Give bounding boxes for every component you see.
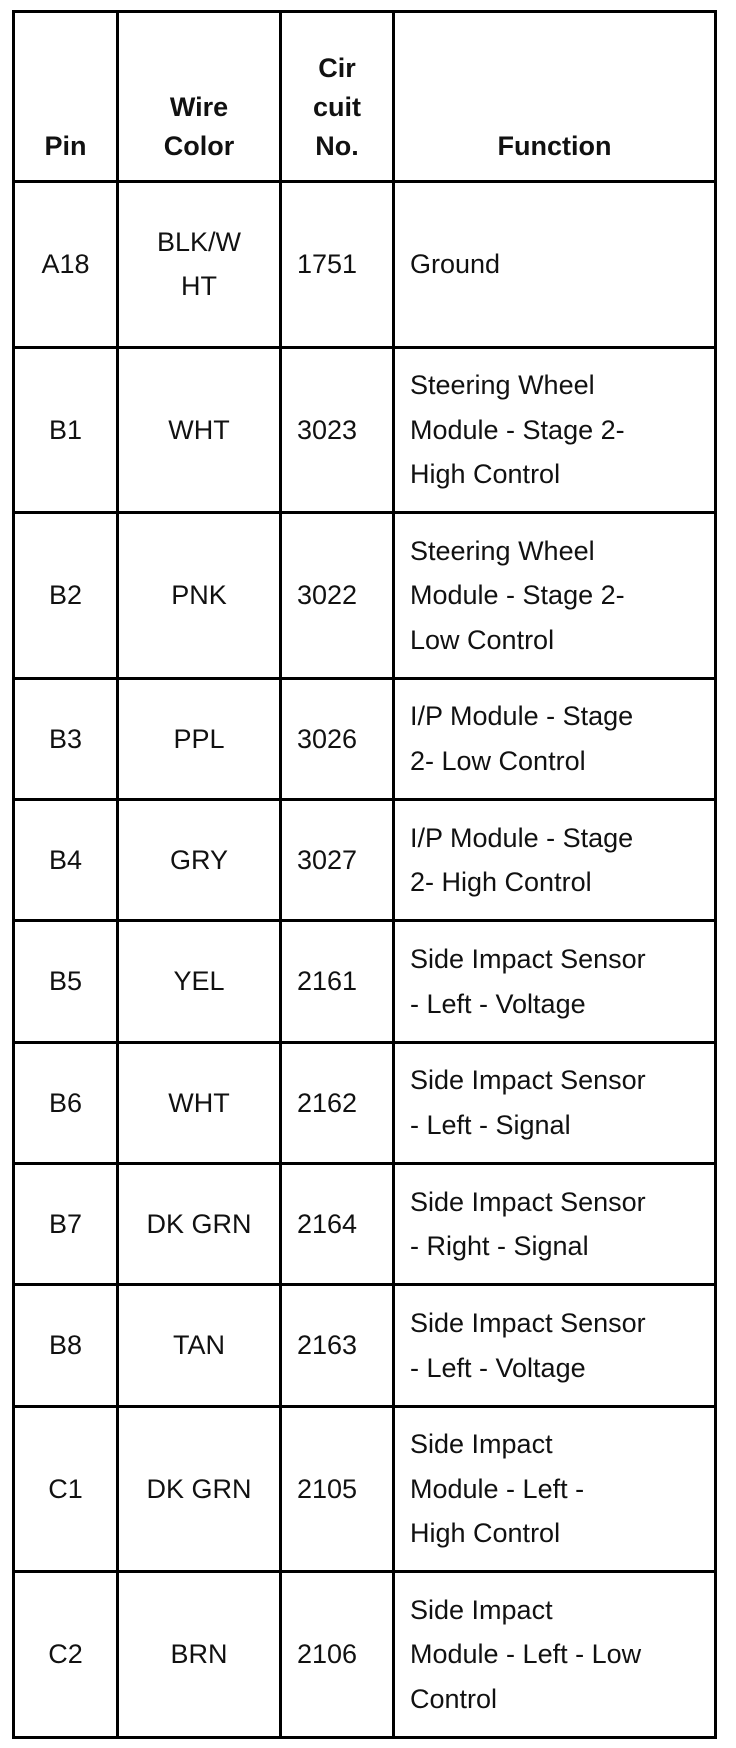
function-cell: Steering Wheel Module - Stage 2- Low Control <box>394 513 716 679</box>
wire-color-cell: PNK <box>118 513 281 679</box>
table-row <box>14 1042 716 1163</box>
function-cell: Side Impact Sensor - Left - Signal <box>394 1042 716 1163</box>
wire-color-cell: DK GRN <box>118 1164 281 1285</box>
wire-color-cell: GRY <box>118 800 281 921</box>
function-cell: Side Impact Sensor - Left - Voltage <box>394 921 716 1042</box>
circuit-number-cell: 3023 <box>281 347 394 513</box>
circuit-number-cell: 2164 <box>281 1164 394 1285</box>
function-cell: Ground <box>394 182 716 348</box>
circuit-number-cell: 2162 <box>281 1042 394 1163</box>
table-row <box>14 1164 716 1285</box>
pin-cell: B2 <box>14 513 118 679</box>
wire-color-cell: PPL <box>118 678 281 799</box>
circuit-number-cell: 2163 <box>281 1285 394 1406</box>
pin-cell: B5 <box>14 921 118 1042</box>
pin-cell: B7 <box>14 1164 118 1285</box>
table-row <box>14 921 716 1042</box>
pin-cell: B3 <box>14 678 118 799</box>
header-wire-color: Wire Color <box>118 12 281 182</box>
table-row <box>14 1406 716 1572</box>
function-cell: Side Impact Sensor - Right - Signal <box>394 1164 716 1285</box>
pin-cell: A18 <box>14 182 118 348</box>
wire-color-cell: BRN <box>118 1572 281 1738</box>
table-row <box>14 182 716 348</box>
table-row <box>14 513 716 679</box>
header-row <box>14 12 716 182</box>
connector-pinout-table <box>12 10 717 1739</box>
function-cell: Side Impact Module - Left - Low Control <box>394 1572 716 1738</box>
pin-cell: B8 <box>14 1285 118 1406</box>
circuit-number-cell: 1751 <box>281 182 394 348</box>
table-row <box>14 1572 716 1738</box>
table-row <box>14 678 716 799</box>
header-circuit-number: Cir cuit No. <box>281 12 394 182</box>
header-function: Function <box>394 12 716 182</box>
circuit-number-cell: 2106 <box>281 1572 394 1738</box>
function-cell: I/P Module - Stage 2- High Control <box>394 800 716 921</box>
circuit-number-cell: 3022 <box>281 513 394 679</box>
pin-cell: B4 <box>14 800 118 921</box>
pin-cell: C1 <box>14 1406 118 1572</box>
table-row <box>14 1285 716 1406</box>
pin-cell: B6 <box>14 1042 118 1163</box>
wire-color-cell: BLK/W HT <box>118 182 281 348</box>
function-cell: I/P Module - Stage 2- Low Control <box>394 678 716 799</box>
wire-color-cell: TAN <box>118 1285 281 1406</box>
table-row <box>14 347 716 513</box>
pin-cell: B1 <box>14 347 118 513</box>
circuit-number-cell: 2161 <box>281 921 394 1042</box>
table-row <box>14 800 716 921</box>
circuit-number-cell: 2105 <box>281 1406 394 1572</box>
function-cell: Steering Wheel Module - Stage 2- High Control <box>394 347 716 513</box>
pin-cell: C2 <box>14 1572 118 1738</box>
wire-color-cell: WHT <box>118 347 281 513</box>
wire-color-cell: WHT <box>118 1042 281 1163</box>
wire-color-cell: DK GRN <box>118 1406 281 1572</box>
circuit-number-cell: 3027 <box>281 800 394 921</box>
header-pin: Pin <box>14 12 118 182</box>
circuit-number-cell: 3026 <box>281 678 394 799</box>
function-cell: Side Impact Module - Left - High Control <box>394 1406 716 1572</box>
function-cell: Side Impact Sensor - Left - Voltage <box>394 1285 716 1406</box>
wire-color-cell: YEL <box>118 921 281 1042</box>
